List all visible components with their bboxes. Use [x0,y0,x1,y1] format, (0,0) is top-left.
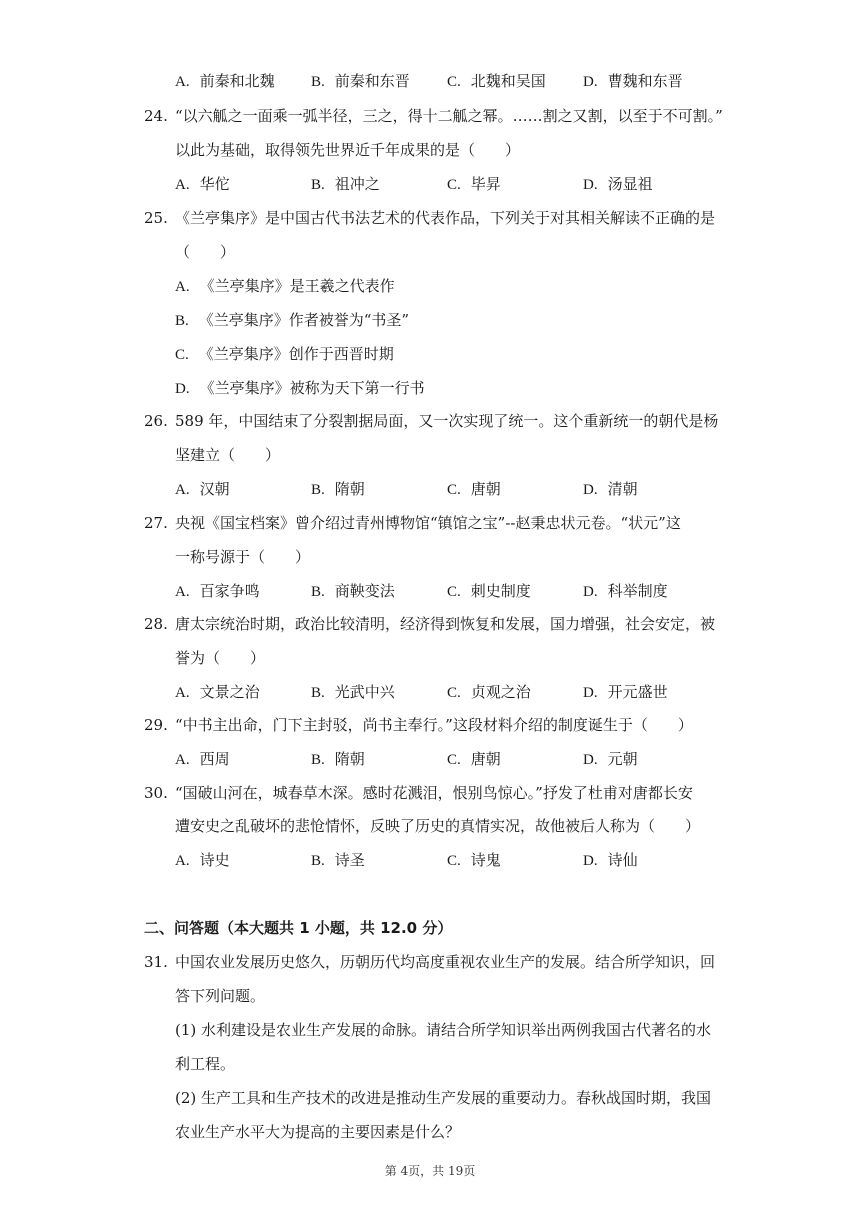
q31-number: 31. [144,953,168,971]
q29-option-c: C. 唐朝 [447,750,501,768]
q30-option-a: A. 诗史 [175,851,230,869]
q29-stem-line1: “中书主出命，门下主封驳，尚书主奉行。”这段材料介绍的制度诞生于（ ） [175,716,693,734]
q23-option-a: A. 前秦和北魏 [175,72,275,90]
q25-stem-line2: （ ） [175,243,236,261]
q23-option-b: B. 前秦和东晋 [311,72,410,90]
q23-option-c: C. 北魏和吴国 [447,72,546,90]
page-footer: 第 4页，共 19页 [384,1164,476,1178]
q30-option-b: B. 诗圣 [311,851,365,869]
q28-number: 28. [144,615,168,633]
q24-option-a: A. 华佗 [175,175,230,193]
q25-stem-line1: 《兰亭集序》是中国古代书法艺术的代表作品，下列关于对其相关解读不正确的是 [175,209,716,227]
q31-sub1-line2: 利工程。 [175,1055,236,1073]
q30-option-d: D. 诗仙 [583,851,638,869]
q28-stem-line2: 誉为（ ） [175,649,266,667]
q28-option-d: D. 开元盛世 [583,683,668,701]
q26-option-d: D. 清朝 [583,480,638,498]
q26-option-c: C. 唐朝 [447,480,501,498]
q24-option-b: B. 祖冲之 [311,175,380,193]
q26-number: 26. [144,412,168,430]
q28-option-b: B. 光武中兴 [311,683,395,701]
q31-stem-line1: 中国农业发展历史悠久，历朝历代均高度重视农业生产的发展。结合所学知识，回 [175,953,716,971]
q31-sub2-line2: 农业生产水平大为提高的主要因素是什么？ [175,1123,461,1141]
q24-stem-line2: 以此为基础，取得领先世界近千年成果的是（ ） [175,141,521,159]
q27-option-a: A. 百家争鸣 [175,582,260,600]
q27-stem-line2: 一称号源于（ ） [175,548,311,566]
q30-number: 30. [144,784,168,802]
q25-number: 25. [144,209,168,227]
q28-option-a: A. 文景之治 [175,683,260,701]
q24-number: 24. [144,107,168,125]
q26-stem-line2: 坚建立（ ） [175,446,281,464]
q26-option-b: B. 隋朝 [311,480,365,498]
q23-option-d: D. 曹魏和东晋 [583,72,683,90]
q29-option-d: D. 元朝 [583,750,638,768]
exam-page: A. 前秦和北魏 B. 前秦和东晋 C. 北魏和吴国 D. 曹魏和东晋 24. “以六觚之一面乘一弧半径，三之，得十二觚之幂。……割之又割，以至于不可割。” 以此为基础，取得领先世界近千年成果的是（ ） A. 华佗 B. 祖冲之 C. 毕昇 D. 汤显祖 25. 《兰亭集序》是中国古代书法艺术的代表作品，下列关于对其相关解读不正确的是 （ ） A. 《兰亭集序》是王羲之代表作 B. 《兰亭集序》作者被誉为“书圣” C. 《兰亭集序》创作于西晋时期 D. 《兰亭集序》被称为天下第一行书 26. 589 年，中国结束了分裂割据局面，又一次实现了统一。这个重新统一的朝代是杨 坚建立（ ） A. 汉朝 B. 隋朝 C. 唐朝 D. 清朝 27. 央视《国宝档案》曾介绍过青州博物馆“镇馆之宝”--赵秉忠状元卷。“状元”这 一称号源于（ ） A. 百家争鸣 B. 商鞅变法 C. 刺史制度 D. 科举制度 28. 唐太宗统治时期，政治比较清明，经济得到恢复和发展，国力增强，社会安定，被 誉为（ ） A. 文景之治 B. 光武中兴 C. 贞观之治 D. 开元盛世 29. “中书主出命，门下主封驳，尚书主奉行。”这段材料介绍的制度诞生于（ ） A. 西周 B. 隋朝 C. 唐朝 D. 元朝 30. “国破山河在，城春草木深。感时花溅泪，恨别鸟惊心。”抒发了杜甫对唐都长安 遭安史之乱破坏的悲怆情怀，反映了历史的真情实况，故他被后人称为（ ） A. 诗史 B. 诗圣 C. 诗鬼 D. 诗仙 二、问答题（本大题共 1 小题，共 12.0 分） 31. 中国农业发展历史悠久，历朝历代均高度重视农业生产的发展。结合所学知识，回 答下列问题。 (1) 水利建设是农业生产发展的命脉。请结合所学知识举出两例我国古代著名的水 利工程。 (2) 生产工具和生产技术的改进是推动生产发展的重要动力。春秋战国时期，我国 农业生产水平大为提高的主要因素是什么？ 第 4页，共 19页 [0,0,860,1216]
q27-number: 27. [144,514,168,532]
q27-option-b: B. 商鞅变法 [311,582,395,600]
q29-option-b: B. 隋朝 [311,750,365,768]
section-heading: 二、问答题（本大题共 1 小题，共 12.0 分） [144,919,453,937]
q30-stem-line2: 遭安史之乱破坏的悲怆情怀，反映了历史的真情实况，故他被后人称为（ ） [175,817,701,835]
q24-option-d: D. 汤显祖 [583,175,653,193]
q30-option-c: C. 诗鬼 [447,851,501,869]
q27-option-d: D. 科举制度 [583,582,668,600]
q26-option-a: A. 汉朝 [175,480,230,498]
q28-stem-line1: 唐太宗统治时期，政治比较清明，经济得到恢复和发展，国力增强，社会安定，被 [175,615,716,633]
q24-stem-line1: “以六觚之一面乘一弧半径，三之，得十二觚之幂。……割之又割，以至于不可割。” [175,107,723,125]
q28-option-c: C. 贞观之治 [447,683,531,701]
q31-stem-line2: 答下列问题。 [175,987,266,1005]
q31-sub2-line1: (2) 生产工具和生产技术的改进是推动生产发展的重要动力。春秋战国时期，我国 [175,1089,712,1107]
q29-number: 29. [144,716,168,734]
q30-stem-line1: “国破山河在，城春草木深。感时花溅泪，恨别鸟惊心。”抒发了杜甫对唐都长安 [175,784,693,802]
q29-option-a: A. 西周 [175,750,230,768]
q24-option-c: C. 毕昇 [447,175,501,193]
q31-sub1-line1: (1) 水利建设是农业生产发展的命脉。请结合所学知识举出两例我国古代著名的水 [175,1021,712,1039]
q26-stem-line1: 589 年，中国结束了分裂割据局面，又一次实现了统一。这个重新统一的朝代是杨 [175,412,719,430]
q27-stem-line1: 央视《国宝档案》曾介绍过青州博物馆“镇馆之宝”--赵秉忠状元卷。“状元”这 [175,514,681,532]
q27-option-c: C. 刺史制度 [447,582,531,600]
